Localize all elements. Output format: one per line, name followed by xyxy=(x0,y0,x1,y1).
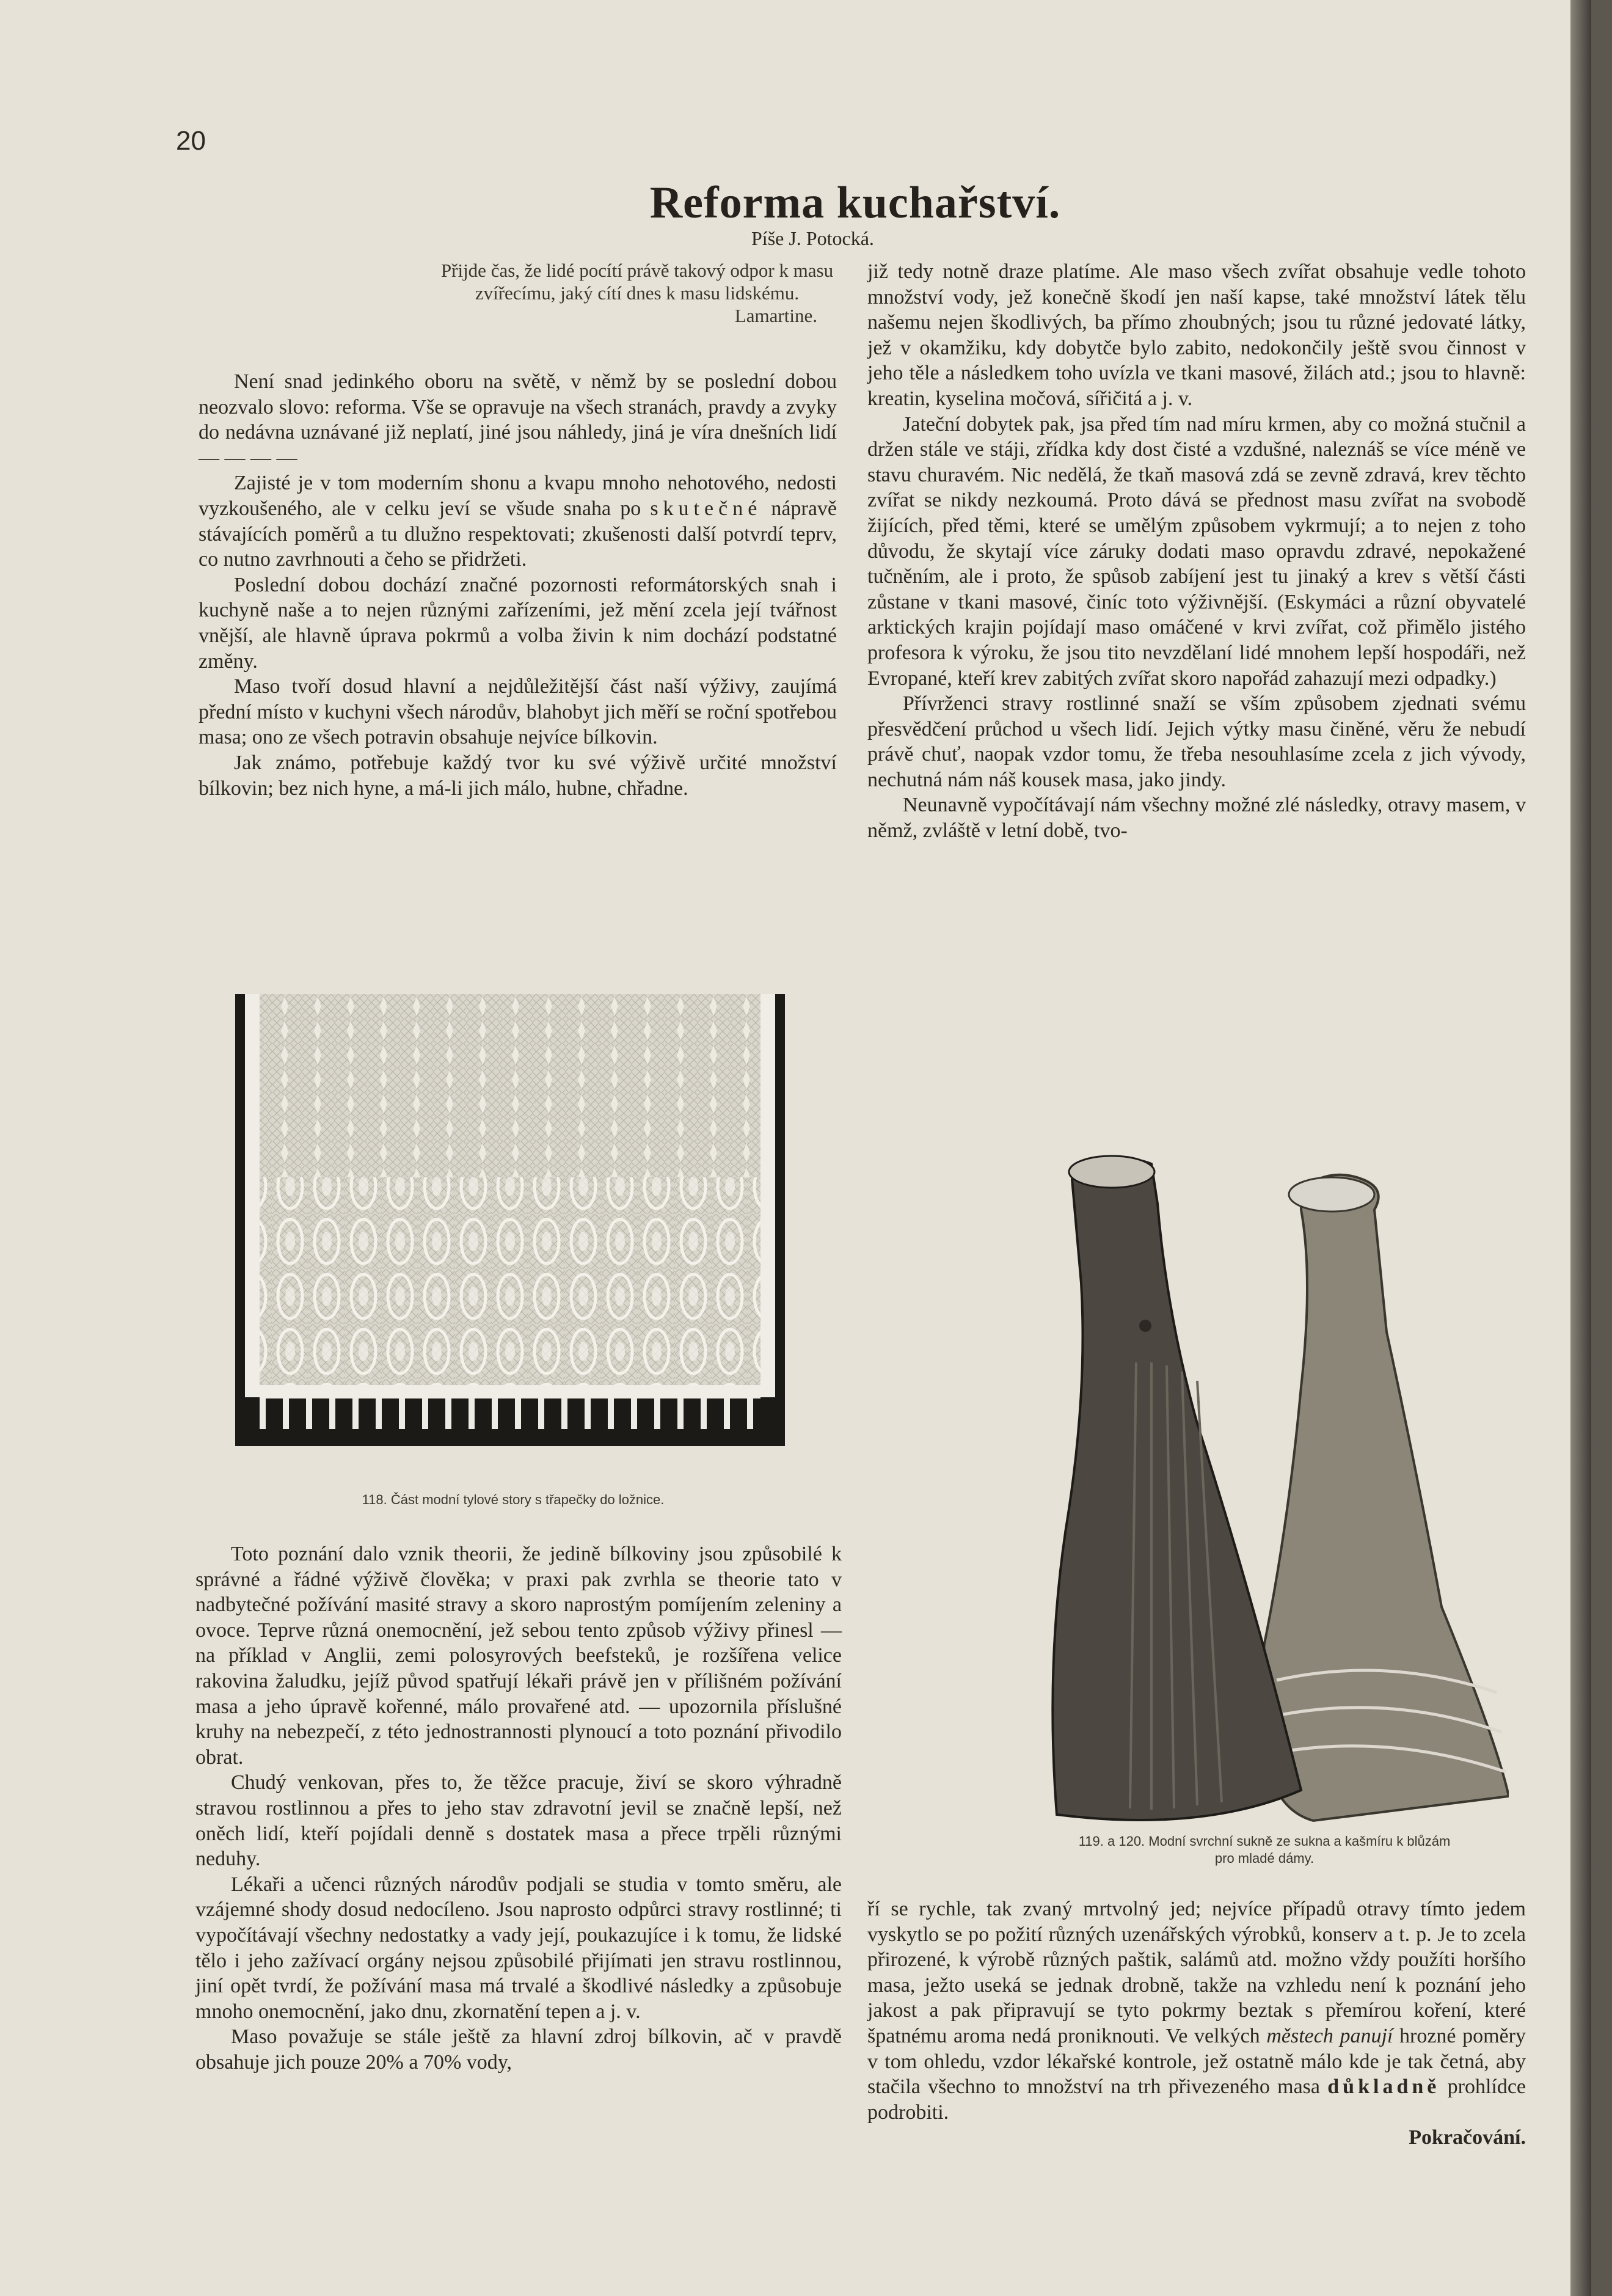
paragraph: Maso tvoří dosud hlavní a nejdůležitější část naší výživy, zaujímá přední místo v kuchyni všech národův, blahobyt jich měří se roční spotřebou masa; ono ze všech potravin obsahuje nejvíce bílkovin. xyxy=(199,675,837,749)
paragraph: Poslední dobou dochází značné pozornosti reformátorských snah i kuchyně naše a to nejen různými zařízeními, jež mění zcela její tvářnost vnější, ale hlavně úprava pokrmů a volba živin k nim dochází podstatné změny. xyxy=(199,573,837,673)
page-edge xyxy=(1570,0,1591,2296)
text-run: nápravě stávajících poměrů a tu dlužno respektovati; zkušenosti další potvrdí teprv, co nutno zavrhnouti a čeho se přidržeti. xyxy=(199,497,837,571)
paragraph: Toto poznání dalo vznik theorii, že jedině bílkoviny jsou způsobilé k správné a řádné výživě člověka; v praxi pak zvrhla se theorie tato v nadbytečné požívání masité stravy a skoro naprostým pomíjením zeleniny a ovoce. Teprve různá onemocnění, jež sebou tento způsob výživy přinesl — na příklad v Anglii, zemi polosyrových beefsteků, je rozšířena velice rakovina žaludku, jejíž původ spatřují lékaři právě jen v přílišném požívání masa a jeho úpravě kořenné, málo provařené atd. — upozornila příslušné kruhy na nebezpečí, z této jednostrannosti plynoucí a toto poznání přivodilo obrat. xyxy=(195,1543,842,1769)
page-number: 20 xyxy=(176,126,206,156)
caption-line: 119. a 120. Modní svrchní sukně ze sukna a kašmíru k blůzám xyxy=(1078,1834,1451,1849)
skirts-illustration xyxy=(1045,1130,1509,1833)
figure-119-120-caption xyxy=(990,1833,1539,1867)
lace-curtain-image xyxy=(235,994,785,1446)
right-column-top xyxy=(867,259,1526,844)
article-title: Reforma kuchařství. xyxy=(649,178,1061,228)
right-column-bottom xyxy=(867,1896,1526,2151)
left-column-top xyxy=(199,369,837,801)
paragraph: Není snad jedinkého oboru na světě, v němž by se poslední dobou neozvalo slovo: reforma. Vše se opravuje na všech stranách, pravdy a zvyky do nedávna uznávané již neplatí, jiné jsou náhledy, jiná je víra dnešních lidí — — — — xyxy=(199,370,837,469)
motto-quote xyxy=(439,259,836,327)
emphasis-spaced: důkladně xyxy=(1327,2075,1440,2099)
text-run: Zajisté je v tom moderním shonu a kvapu mnoho nehotového, nedosti vyzkoušeného, ale v celku jeví se všude snaha po xyxy=(199,472,837,520)
article-byline: Píše J. Potocká. xyxy=(751,227,874,249)
paragraph xyxy=(867,1896,1526,2125)
skirts-image xyxy=(1045,1130,1509,1833)
paragraph: Lékaři a učenci různých národův podjali se studia v tomto směru, ale vzájemné shody dosud nedocíleno. Jsou naprosto odpůrci stravy rostlinné; ti vypočítávají všechny nedostatky a vady její, poukazujíce i k tomu, že lidské tělo i jeho zažívací orgány nejsou způsobilé přijímati jen stravu rostlinnou, jiní opět tvrdí, že požívání masa má trvalé a škodlivé následky a způsobuje mnoho onemocnění, jako dnu, zkornatění tepen a j. v. xyxy=(195,1873,842,2023)
text-run: prohlídce podrobiti. xyxy=(867,2075,1526,2124)
left-column-bottom xyxy=(195,1541,842,2075)
motto-author: Lamartine. xyxy=(734,305,817,326)
emphasis-italic: městech panují xyxy=(1266,2024,1393,2047)
paragraph: Jateční dobytek pak, jsa před tím nad míru krmen, aby co možná stučnil a držen stále ve stáji, zřídka kdy dost čisté a vzdušné, naleznáš se více méně ve stavu churavém. Nic nedělá, že tkaň masová zdá se zevně zdravá, krev těchto zvířat se nikdy nezkoumá. Proto dává se přednost masu zvířat na svobodě žijících, před těmi, které se umělým způsobem vykrmují; a to nejen z toho důvodu, že skytají více záruky dodati maso opravdu zdravé, nepokažené tučněním, ale i proto, že spůsob zabíjení jest tu jinaký a krev s větší části zůstane v tkani masové, činíc toto výživnější. (Eskymáci a různí obyvatelé arktických krajin pojídají maso omáčené v krvi zvířat, což přimělo jistého profesora k výroku, že jsou tito nevzdělaní lidé mnohem lepší hospodáři, než Evropané, kteří krev zabitých zvířat skoro napořád zahazují mezi odpadky.) xyxy=(867,412,1526,690)
emphasis-spaced: skutečné xyxy=(650,497,762,520)
paragraph: Přívrženci stravy rostlinné snaží se vším způsobem zjednati svému přesvědčení průchod u všech lidí. Jejich výtky masu činěné, věru že nebudí právě chuť, naopak vzdor tomu, že třeba nesouhlasíme zcela z jich vývody, nechutná nám náš kousek masa, jako jindy. xyxy=(867,692,1526,791)
motto-text: Přijde čas, že lidé pocítí právě takový odpor k masu zvířecímu, jaký cítí dnes k masu lidskému. xyxy=(440,260,834,304)
text-run: hrozné poměry v tom ohledu, vzdor lékařské kontrole, jež ostatně málo kde je tak četná, aby stačila všechno to množství na trh přivezeného masa xyxy=(867,2024,1526,2099)
continued-note: Pokračování. xyxy=(1409,2126,1526,2149)
paragraph: Neunavně vypočítávají nám všechny možné zlé následky, otravy masem, v němž, zvláště v letní době, tvo- xyxy=(867,794,1526,843)
figure-118-caption: 118. Část modní tylové story s třapečky do ložnice. xyxy=(362,1492,665,1507)
paragraph: Chudý venkovan, přes to, že těžce pracuje, živí se skoro výhradně stravou rostlinnou a přes to jeho stav zdravotní jevil se značně lepší, než oněch lidí, kteří pojídali denně s dostatek masa a přece trpěli různými neduhy. xyxy=(195,1771,842,1871)
paragraph: již tedy notně draze platíme. Ale maso všech zvířat obsahuje vedle tohoto množství vody, jež konečně škodí jen naší kapse, také množství látek tělu našemu nejen škodlivých, ba přímo zhoubných; jsou tu různé jedovaté látky, jež v okamžiku, kdy dobytče bylo zabito, nedokončily ještě svou činnost v jeho těle a následkem toho uvízla ve tkani masové, žilách atd.; jsou to hlavně: kreatin, kyselina močová, sířičitá a j. v. xyxy=(867,260,1526,410)
paragraph: Jak známo, potřebuje každý tvor ku své výživě určité množství bílkovin; bez nich hyne, a má-li jich málo, hubne, chřadne. xyxy=(199,751,837,800)
paragraph xyxy=(199,470,837,572)
caption-line: pro mladé dámy. xyxy=(1214,1851,1315,1866)
lace-curtain-photo xyxy=(235,994,785,1446)
paragraph: Maso považuje se stále ještě za hlavní zdroj bílkovin, ač v pravdě obsahuje jich pouze 20% a 70% vody, xyxy=(195,2025,842,2074)
text-run: ří se rychle, tak zvaný mrtvolný jed; nejvíce případů otravy tímto jedem vyskytlo se po požití různých uzenářských výrobků, konserv a t. p. Je to zcela přirozené, k výrobě různých paštik, salámů atd. možno vždy použíti horšího masa, ježto useká se jednak drobně, takže na vzhledu není k poznání jeho jakost a pak připravují se tyto pokrmy beztak s přemírou koření, které špatnému aroma nedá proniknouti. Ve velkých xyxy=(867,1898,1526,2047)
